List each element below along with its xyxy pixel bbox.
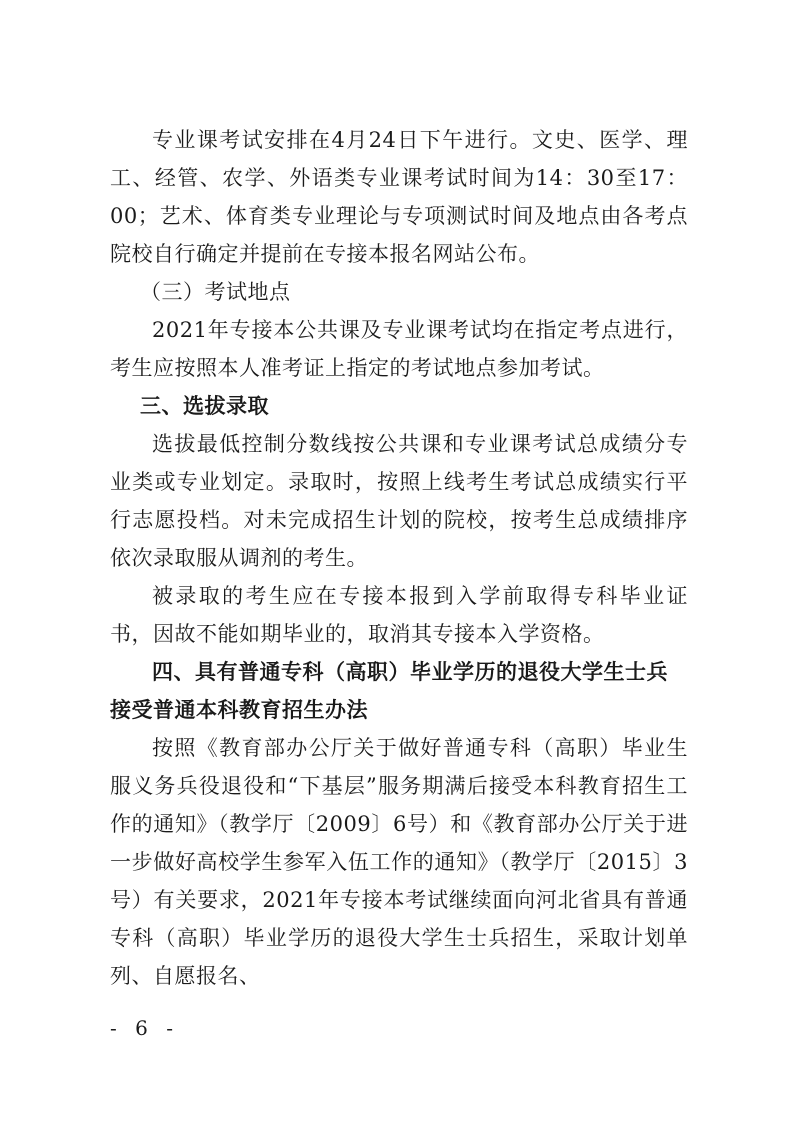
- paragraph-exam-location: 2021年专接本公共课及专业课考试均在指定考点进行，考生应按照本人准考证上指定的考试地点参加考试。: [110, 318, 688, 380]
- subheading-exam-location: （三）考试地点: [140, 280, 291, 304]
- paragraph-graduation-requirement: 被录取的考生应在专接本报到入学前取得专科毕业证书，因故不能如期毕业的，取消其专接本入学资格。: [110, 584, 688, 646]
- paragraph-admission-rules: 选拔最低控制分数线按公共课和专业课考试总成绩分专业类或专业划定。录取时，按照上线考生考试总成绩实行平行志愿投档。对未完成招生计划的院校，按考生总成绩排序依次录取服从调剂的考生。: [110, 432, 688, 570]
- document-body: [110, 121, 688, 995]
- paragraph-veteran-policy: 按照《教育部办公厅关于做好普通专科（高职）毕业生服义务兵役退役和“下基层”服务期满后接受本科教育招生工作的通知》（教学厅〔2009〕6号）和《教育部办公厅关于进一步做好高校学生参军入伍工作的通知》（教学厅〔2015〕3号）有关要求，2021年专接本考试继续面向河北省具有普通专科（高职）毕业学历的退役大学生士兵招生，采取计划单列、自愿报名、: [110, 736, 688, 988]
- page-number: - 6 -: [110, 1016, 179, 1040]
- heading-selection-admission: 三、选拔录取: [140, 394, 269, 418]
- heading-veteran-students: 四、具有普通专科（高职）毕业学历的退役大学生士兵接受普通本科教育招生办法: [110, 660, 668, 722]
- paragraph-exam-schedule: 专业课考试安排在4月24日下午进行。文史、医学、理工、经管、农学、外语类专业课考试时间为14：30至17：00；艺术、体育类专业理论与专项测试时间及地点由各考点院校自行确定并提前在专接本报名网站公布。: [110, 128, 688, 266]
